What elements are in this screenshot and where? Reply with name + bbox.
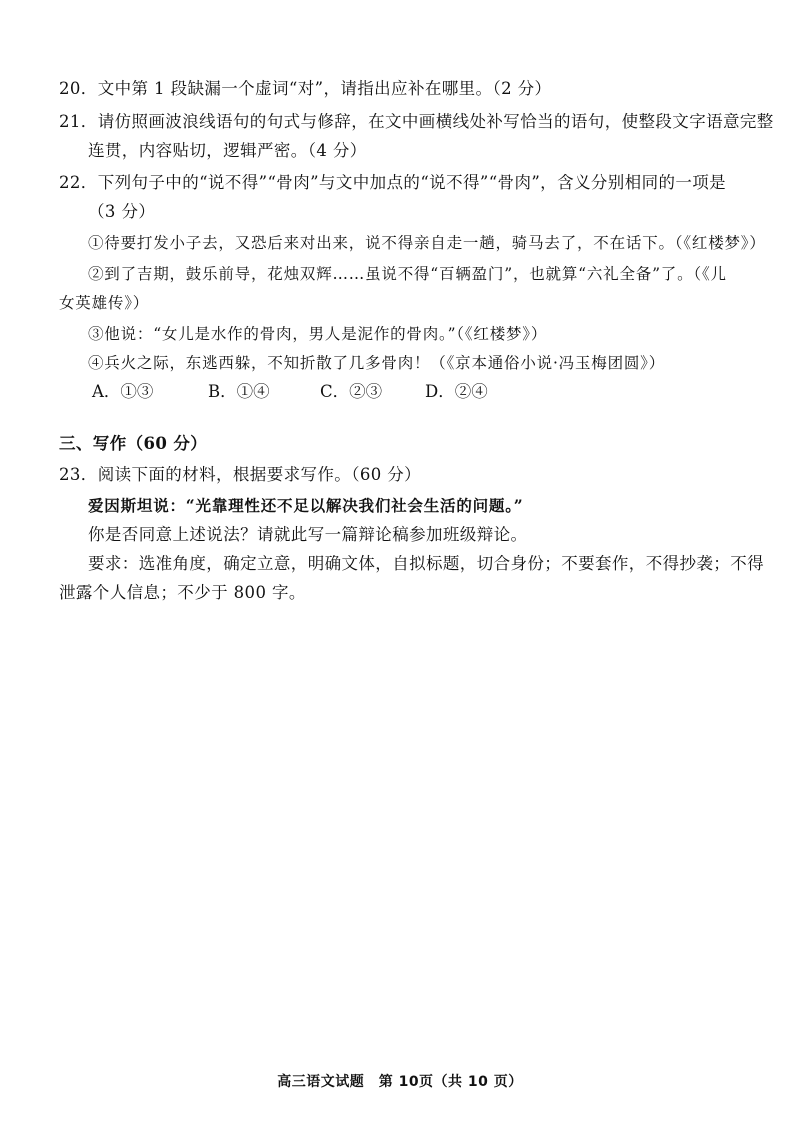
question-23-prompt: 你是否同意上述说法？请就此写一篇辩论稿参加班级辩论。	[88, 525, 528, 544]
option-b: B．①④	[208, 382, 270, 401]
question-23-requirements-2: 泄露个人信息；不少于 800 字。	[59, 583, 306, 602]
question-23-material: 爱因斯坦说：“光靠理性还不足以解决我们社会生活的问题。”	[88, 496, 524, 515]
option-d: D．②④	[425, 382, 488, 401]
section-3-heading: 三、写作（60 分）	[59, 434, 208, 453]
question-22-sentence-4: ④兵火之际，东逃西躲，不知折散了几多骨肉！（《京本通俗小说·冯玉梅团圆》）	[88, 354, 666, 372]
question-22-sentence-2-cont: 女英雄传》）	[59, 294, 150, 312]
question-22-line-2: （3 分）	[88, 202, 156, 221]
page-footer: 高三语文试题 第 10页（共 10 页）	[277, 1074, 523, 1090]
question-22-sentence-2: ②到了吉期，鼓乐前导，花烛双辉……虽说不得“百辆盈门”，也就算“六礼全备”了。（《儿	[88, 265, 727, 283]
option-a: A．①③	[92, 382, 154, 401]
question-22-line-1: 22．下列句子中的“说不得”“骨肉”与文中加点的“说不得”“骨肉”，含义分别相同的一项是	[59, 173, 727, 192]
question-20: 20．文中第 1 段缺漏一个虚词“对”，请指出应补在哪里。（2 分）	[59, 79, 552, 98]
question-23-requirements-1: 要求：选准角度，确定立意，明确文体，自拟标题，切合身份；不要套作，不得抄袭；不得	[88, 554, 764, 573]
question-22-sentence-3: ③他说：“女儿是水作的骨肉，男人是泥作的骨肉。”（《红楼梦》）	[88, 325, 548, 343]
question-21-line-1: 21．请仿照画波浪线语句的句式与修辞，在文中画横线处补写恰当的语句，使整段文字语意完整	[59, 112, 774, 131]
option-c: C．②③	[320, 382, 383, 401]
question-23-line-1: 23．阅读下面的材料，根据要求写作。（60 分）	[59, 465, 422, 484]
question-22-sentence-1: ①待要打发小子去，又恐后来对出来，说不得亲自走一趟，骑马去了，不在话下。（《红楼梦》）	[88, 234, 766, 252]
question-21-line-2: 连贯，内容贴切，逻辑严密。（4 分）	[88, 141, 367, 160]
